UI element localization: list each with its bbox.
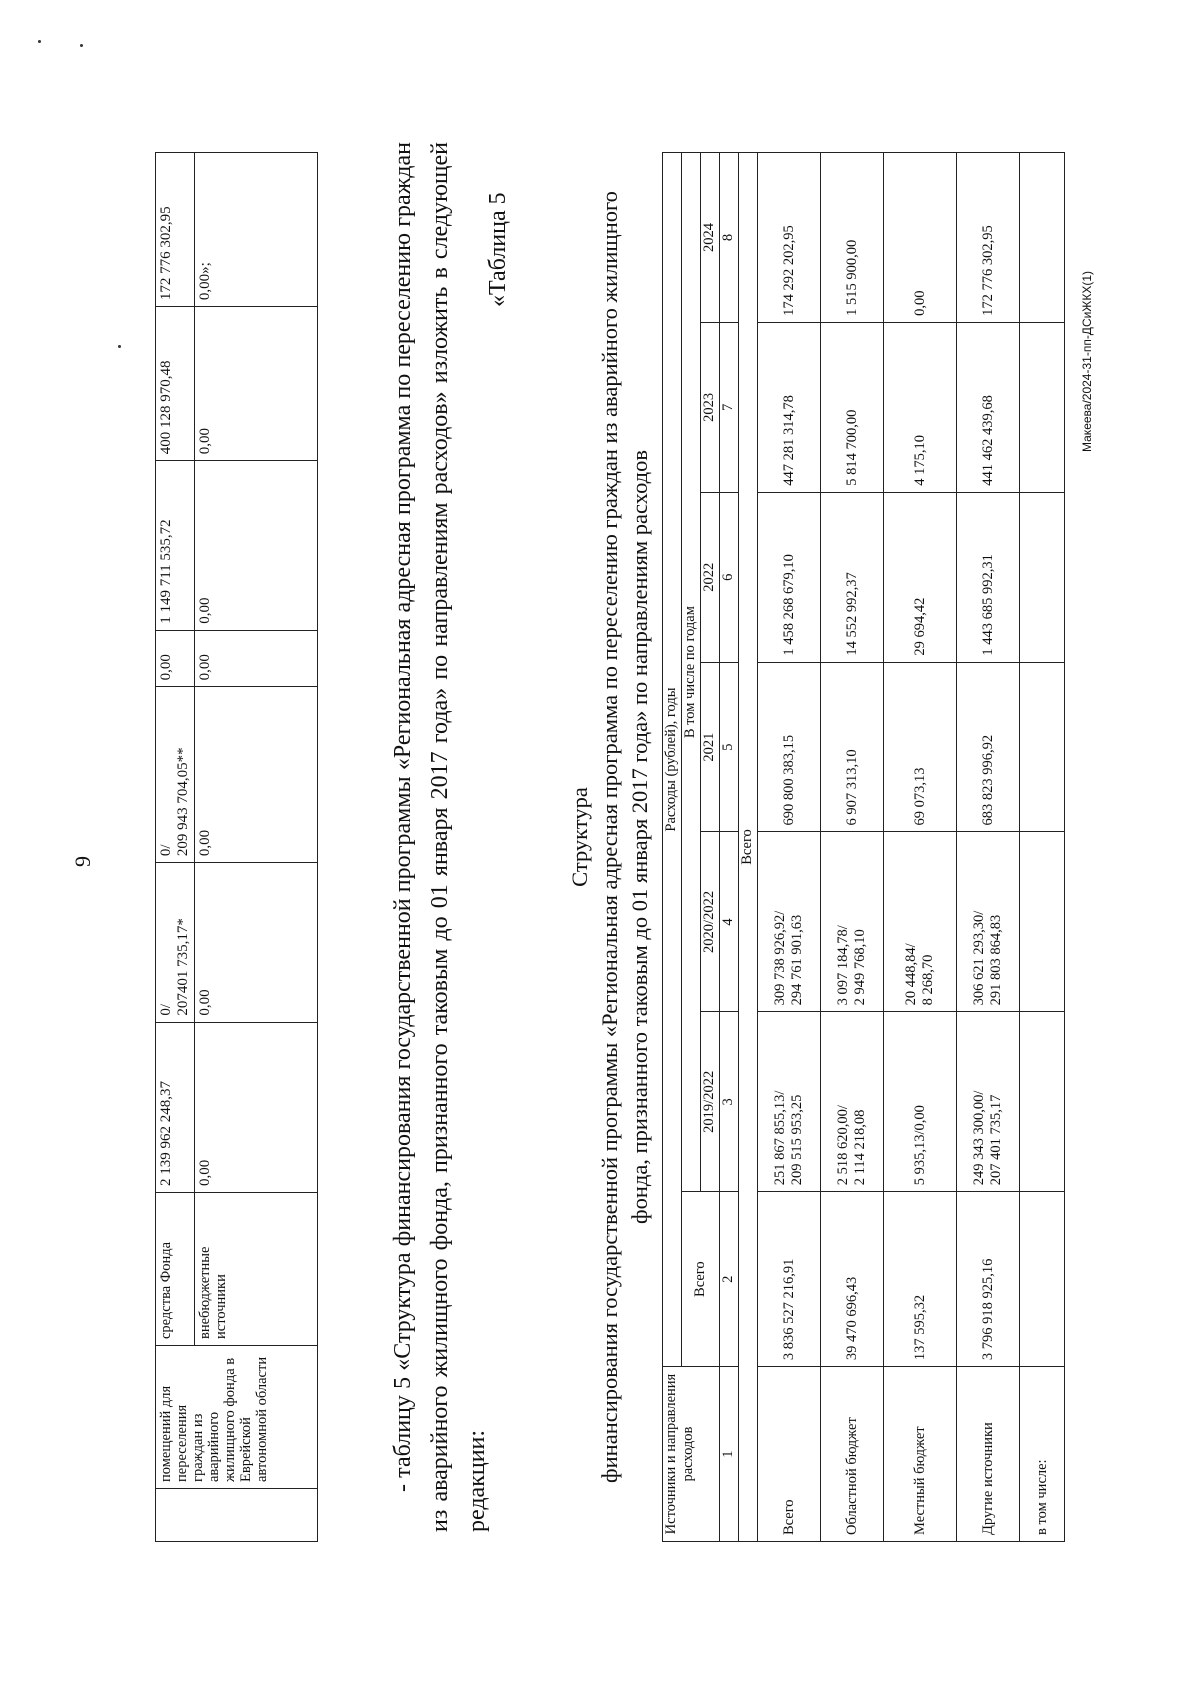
header-cell: 2019/2022 [701, 1012, 720, 1192]
table-row [758, 153, 821, 1542]
table-row [884, 153, 957, 1542]
header-cell: 2020/2022 [701, 832, 720, 1012]
amendment-paragraph [385, 142, 496, 1532]
header-row [663, 153, 682, 1542]
table-cell: 1 515 900,00 [821, 153, 884, 323]
continued-table [155, 152, 318, 1542]
table-cell: 172 776 302,95 [156, 153, 195, 307]
table-cell: 306 621 293,30/ 291 803 864,83 [957, 832, 1020, 1012]
title-line: финансирования государственной программы «Региональная адресная программа по переселению граждан из аварийного жилищного [597, 191, 622, 1483]
header-cell: 4 [720, 832, 739, 1012]
table-cell: 4 175,10 [884, 322, 957, 492]
header-cell: 2022 [701, 492, 720, 662]
table-cell: 20 448,84/ 8 268,70 [884, 832, 957, 1012]
table-cell [1020, 1192, 1065, 1367]
table-cell: 309 738 926,92/ 294 761 901,63 [758, 832, 821, 1012]
table-cell: 137 595,32 [884, 1192, 957, 1367]
header-cell: 1 [720, 1367, 739, 1542]
header-cell: Расходы (рублей), годы [663, 153, 682, 1367]
table-cell: Местный бюджет [884, 1367, 957, 1542]
title-line: фонда, признанного таковым до 01 января 2017 года» по направлениям расходов [627, 450, 652, 1224]
header-cell: 5 [720, 662, 739, 832]
table-cell: 0,00 [195, 863, 318, 1023]
table-cell: 0,00 [195, 630, 318, 687]
header-cell: 2023 [701, 322, 720, 492]
table-cell: Областной бюджет [821, 1367, 884, 1542]
table-cell: 0,00 [884, 153, 957, 323]
financing-structure-table [662, 152, 1065, 1542]
table-row [957, 153, 1020, 1542]
header-cell: 6 [720, 492, 739, 662]
table-cell: 14 552 992,37 [821, 492, 884, 662]
table-cell: 1 443 685 992,31 [957, 492, 1020, 662]
table-cell [1020, 1012, 1065, 1192]
table-cell [156, 1489, 318, 1542]
table-cell: 3 836 527 216,91 [758, 1192, 821, 1367]
header-cell: 8 [720, 153, 739, 323]
header-cell: 2024 [701, 153, 720, 323]
table-cell: средства Фонда [156, 1193, 195, 1346]
table-cell: 0,00 [195, 687, 318, 863]
table-cell [1020, 662, 1065, 832]
table-cell: внебюджетные источники [195, 1193, 318, 1346]
section-cell: Всего [739, 153, 758, 1542]
table-cell: 1 149 711 535,72 [156, 461, 195, 631]
column-number-row [720, 153, 739, 1542]
header-cell: 2 [720, 1192, 739, 1367]
table-cell: 39 470 696,43 [821, 1192, 884, 1367]
table-label: «Таблица 5 [485, 192, 511, 307]
table-row [1020, 153, 1065, 1542]
table-cell: 29 694,42 [884, 492, 957, 662]
table-cell: 6 907 313,10 [821, 662, 884, 832]
table-row [821, 153, 884, 1542]
table-cell [1020, 153, 1065, 323]
paragraph-text: - таблицу 5 «Структура финансирования государственной программы «Региональная адресная программа по переселению граждан из аварийного жилищного фонда, признанного таковым до 01 января 2017 года» по направлениям расходов» изложить в следующей редакции: [390, 142, 490, 1532]
table-cell: 0,00 [195, 1022, 318, 1192]
table-cell: 3 796 918 925,16 [957, 1192, 1020, 1367]
table-cell: Другие источники [957, 1367, 1020, 1542]
table-cell: 5 814 700,00 [821, 322, 884, 492]
header-cell: 2021 [701, 662, 720, 832]
table-cell: 251 867 855,13/ 209 515 953,25 [758, 1012, 821, 1192]
table-cell: 5 935,13/0,00 [884, 1012, 957, 1192]
document-code: Макеева/2024-31-пп-ДСиЖКХ(1) [1080, 270, 1094, 452]
header-cell: В том числе по годам [682, 153, 701, 1192]
table-cell: 0,00 [156, 630, 195, 687]
table-cell: 249 343 300,00/ 207 401 735,17 [957, 1012, 1020, 1192]
page-number: 9 [70, 856, 95, 867]
table-cell: 0/ 209 943 704,05** [156, 687, 195, 863]
section-row [739, 153, 758, 1542]
table-cell: 2 139 962 248,37 [156, 1022, 195, 1192]
table-row [156, 153, 195, 1542]
table-cell [1020, 322, 1065, 492]
table-cell: 2 518 620,00/ 2 114 218,08 [821, 1012, 884, 1192]
table-cell: 0/ 207401 735,17* [156, 863, 195, 1023]
table-cell: 690 800 383,15 [758, 662, 821, 832]
table-cell: 1 458 268 679,10 [758, 492, 821, 662]
header-cell: Всего [682, 1192, 720, 1367]
table-row [195, 153, 318, 1542]
header-cell: Источники и направления расходов [663, 1367, 720, 1542]
table-cell [1020, 492, 1065, 662]
header-row [682, 153, 701, 1542]
header-cell: 7 [720, 322, 739, 492]
table-cell: 683 823 996,92 [957, 662, 1020, 832]
table-cell: 441 462 439,68 [957, 322, 1020, 492]
table-cell: помещений для переселения граждан из аварийного жилищного фонда в Еврейской автономной области [156, 1346, 318, 1489]
table-cell: в том числе: [1020, 1367, 1065, 1542]
table-cell: 400 128 970,48 [156, 307, 195, 461]
table-cell: 3 097 184,78/ 2 949 768,10 [821, 832, 884, 1012]
table-title [565, 142, 655, 1532]
title-line: Структура [567, 787, 592, 887]
header-cell: 3 [720, 1012, 739, 1192]
table-cell: Всего [758, 1367, 821, 1542]
table-cell [1020, 832, 1065, 1012]
table-cell: 0,00 [195, 307, 318, 461]
table-cell: 0,00»; [195, 153, 318, 307]
table-cell: 174 292 202,95 [758, 153, 821, 323]
table-cell: 447 281 314,78 [758, 322, 821, 492]
table-cell: 0,00 [195, 461, 318, 631]
table-cell: 69 073,13 [884, 662, 957, 832]
table-cell: 172 776 302,95 [957, 153, 1020, 323]
